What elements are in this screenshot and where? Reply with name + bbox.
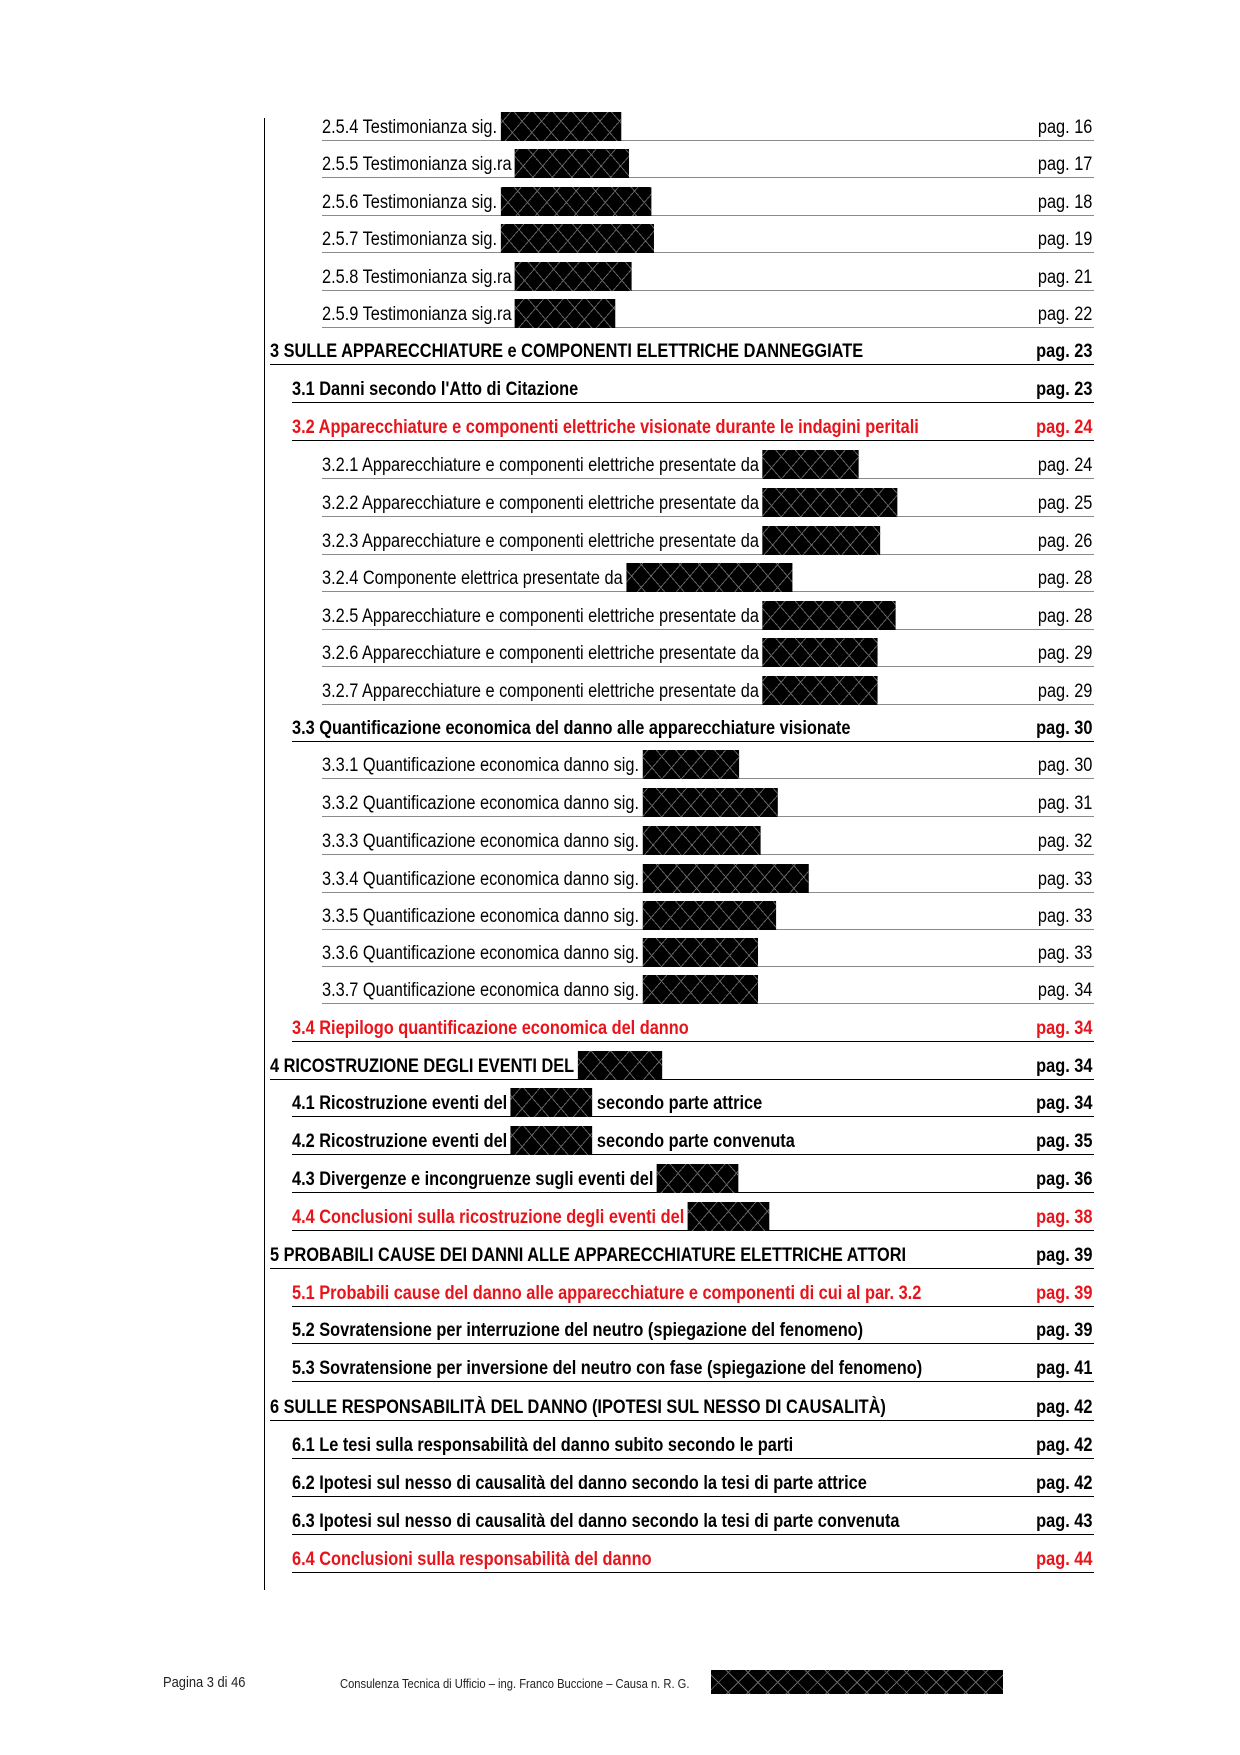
toc-row-title-suffix: secondo parte convenuta	[592, 1131, 795, 1152]
toc-row-title	[322, 638, 878, 665]
toc-row[interactable]	[322, 640, 1094, 670]
redaction-block	[762, 601, 895, 630]
toc-row-page: pag. 17	[1037, 154, 1092, 175]
toc-row-title-text: 4.1 Ricostruzione eventi del	[292, 1093, 508, 1114]
toc-row-underline	[292, 1534, 1094, 1535]
toc-row-underline	[322, 215, 1094, 216]
toc-row[interactable]	[292, 1280, 1094, 1310]
toc-row-page: pag. 41	[1035, 1358, 1092, 1379]
toc-row[interactable]	[270, 1394, 1094, 1424]
toc-row[interactable]	[322, 940, 1094, 970]
toc-row-page: pag. 25	[1037, 493, 1092, 514]
toc-row[interactable]	[292, 1355, 1094, 1385]
toc-row-title-text: 3.3.6 Quantificazione economica danno sig.	[322, 943, 640, 964]
toc-row-title	[292, 1018, 689, 1040]
redaction-block	[515, 299, 616, 328]
toc-row-underline	[292, 1572, 1094, 1573]
toc-row-page: pag. 30	[1035, 718, 1092, 739]
redaction-block	[688, 1202, 770, 1231]
redaction-block	[511, 1088, 593, 1117]
toc-row-underline	[292, 1154, 1094, 1155]
toc-row-title-text: 3.3.7 Quantificazione economica danno sig.	[322, 980, 640, 1001]
toc-row-underline	[322, 252, 1094, 253]
toc-row-title-text: 2.5.9 Testimonianza sig.ra	[322, 304, 512, 325]
toc-row-underline	[270, 1420, 1094, 1421]
toc-row-page: pag. 24	[1037, 455, 1092, 476]
toc-row-title-text: 2.5.8 Testimonianza sig.ra	[322, 267, 512, 288]
toc-row-title	[292, 1283, 921, 1305]
page-footer	[0, 1670, 1240, 1700]
toc-row-underline	[292, 1381, 1094, 1382]
toc-row[interactable]	[322, 565, 1094, 595]
toc-row-page: pag. 29	[1037, 643, 1092, 664]
footer-page-number: Pagina 3 di 46	[163, 1674, 246, 1691]
toc-row[interactable]	[322, 678, 1094, 708]
toc-row-title-text: 6.4 Conclusioni sulla responsabilità del danno	[292, 1549, 652, 1570]
redaction-block	[762, 488, 897, 517]
toc-row-title	[270, 1397, 886, 1419]
toc-row-page: pag. 28	[1037, 606, 1092, 627]
toc-row-underline	[292, 440, 1094, 441]
toc-row-underline	[270, 1079, 1094, 1080]
toc-row-title	[322, 864, 808, 891]
toc-row-underline	[292, 1458, 1094, 1459]
toc-row-underline	[292, 1041, 1094, 1042]
toc-row-title-text: 3.1 Danni secondo l'Atto di Citazione	[292, 379, 579, 400]
redaction-block	[626, 563, 792, 592]
toc-row-title-text: 5.3 Sovratensione per inversione del neutro con fase (spiegazione del fenomeno)	[292, 1358, 923, 1379]
toc-row-page: pag. 22	[1037, 304, 1092, 325]
toc-row-title	[270, 1245, 906, 1267]
toc-row-underline	[322, 516, 1094, 517]
toc-row-title	[322, 975, 758, 1002]
redaction-block	[515, 149, 629, 178]
toc-row-title-text: 3.3.4 Quantificazione economica danno sig.	[322, 869, 640, 890]
toc-row-page: pag. 34	[1037, 980, 1092, 1001]
toc-row-title	[292, 718, 850, 740]
toc-row-page: pag. 28	[1037, 568, 1092, 589]
toc-row-title	[292, 1320, 863, 1342]
toc-row-underline	[322, 704, 1094, 705]
toc-row[interactable]	[322, 828, 1094, 858]
toc-row-underline	[322, 140, 1094, 141]
toc-row-title	[322, 112, 621, 139]
toc-row-title	[270, 341, 863, 363]
toc-row-underline	[322, 290, 1094, 291]
toc-row-page: pag. 44	[1035, 1549, 1092, 1570]
toc-row-page: pag. 29	[1037, 681, 1092, 702]
toc-row[interactable]	[322, 264, 1094, 294]
toc-row-title-text: 6.3 Ipotesi sul nesso di causalità del danno secondo la tesi di parte convenuta	[292, 1511, 900, 1532]
toc-row-title-text: 3.3.5 Quantificazione economica danno sig.	[322, 906, 640, 927]
toc-row-title	[292, 1435, 793, 1457]
toc-row-page: pag. 42	[1035, 1473, 1092, 1494]
redaction-block	[642, 938, 757, 967]
redaction-block	[642, 826, 760, 855]
toc-row[interactable]	[292, 1128, 1094, 1158]
toc-row-title-text: 3.2.5 Apparecchiature e componenti elettriche presentate da	[322, 606, 759, 627]
toc-row[interactable]	[292, 1090, 1094, 1120]
toc-row-title	[322, 938, 758, 965]
toc-row-title	[292, 1088, 762, 1115]
toc-row-page: pag. 42	[1035, 1397, 1092, 1418]
toc-row[interactable]	[322, 752, 1094, 782]
toc-row-title	[270, 1051, 662, 1078]
toc-row-page: pag. 42	[1035, 1435, 1092, 1456]
toc-row-title-text: 3 SULLE APPARECCHIATURE e COMPONENTI ELETTRICHE DANNEGGIATE	[270, 341, 864, 362]
redaction-block	[642, 750, 738, 779]
toc-row-title	[292, 417, 919, 439]
toc-row-title	[322, 187, 651, 214]
toc-row-title-text: 4.4 Conclusioni sulla ricostruzione degli eventi del	[292, 1207, 685, 1228]
toc-row[interactable]	[292, 414, 1094, 444]
toc-row-title-text: 3.2 Apparecchiature e componenti elettriche visionate durante le indagini peritali	[292, 417, 919, 438]
toc-row-underline	[322, 478, 1094, 479]
toc-row-title	[322, 224, 654, 251]
toc-row-title-text: 3.3 Quantificazione economica del danno alle apparecchiature visionate	[292, 718, 851, 739]
toc-row-title-text: 5.1 Probabili cause del danno alle apparecchiature e componenti di cui al par. 3.2	[292, 1283, 922, 1304]
toc-row-title	[292, 1358, 922, 1380]
toc-row[interactable]	[322, 528, 1094, 558]
toc-row-title	[322, 601, 896, 628]
toc-row[interactable]	[322, 790, 1094, 820]
toc-row-title-text: 6.2 Ipotesi sul nesso di causalità del danno secondo la tesi di parte attrice	[292, 1473, 867, 1494]
toc-row-title	[322, 901, 776, 928]
toc-row-title-text: 5.2 Sovratensione per interruzione del neutro (spiegazione del fenomeno)	[292, 1320, 864, 1341]
toc-row[interactable]	[270, 1242, 1094, 1272]
toc-row[interactable]	[292, 1470, 1094, 1500]
toc-row-page: pag. 21	[1037, 267, 1092, 288]
toc-row-title-text: 3.2.4 Componente elettrica presentate da	[322, 568, 623, 589]
toc-row-page: pag. 33	[1037, 869, 1092, 890]
redaction-block	[657, 1164, 739, 1193]
toc-row-underline	[292, 1343, 1094, 1344]
toc-row-title-text: 2.5.7 Testimonianza sig.	[322, 229, 498, 250]
toc-row-title-text: 4.2 Ricostruzione eventi del	[292, 1131, 508, 1152]
redaction-block	[762, 676, 877, 705]
redaction-block	[642, 864, 808, 893]
toc-row-title	[292, 1511, 899, 1533]
toc-row[interactable]	[292, 1508, 1094, 1538]
toc-row-page: pag. 23	[1035, 341, 1092, 362]
toc-row-title-text: 6.1 Le tesi sulla responsabilità del danno subito secondo le parti	[292, 1435, 794, 1456]
toc-row-title	[322, 526, 880, 553]
toc-row-title	[322, 149, 629, 176]
redaction-block	[642, 975, 757, 1004]
toc-row-underline	[322, 666, 1094, 667]
toc-row-title-text: 4 RICOSTRUZIONE DEGLI EVENTI DEL	[270, 1056, 575, 1077]
toc-row[interactable]	[270, 1053, 1094, 1083]
toc-row-title	[322, 299, 616, 326]
toc-row-title	[292, 1549, 652, 1571]
toc-row-page: pag. 31	[1037, 793, 1092, 814]
toc-row-page: pag. 38	[1035, 1207, 1092, 1228]
redaction-block	[500, 112, 620, 141]
toc-row[interactable]	[322, 189, 1094, 219]
toc-row[interactable]	[322, 114, 1094, 144]
redaction-block	[500, 224, 653, 253]
toc-row[interactable]	[322, 603, 1094, 633]
toc-row-title-text: 3.2.1 Apparecchiature e componenti elettriche presentate da	[322, 455, 759, 476]
toc-row[interactable]	[322, 452, 1094, 482]
toc-row[interactable]	[322, 977, 1094, 1007]
toc-row-page: pag. 19	[1037, 229, 1092, 250]
redaction-block	[578, 1051, 662, 1080]
toc-row[interactable]	[292, 1166, 1094, 1196]
toc-row-title	[292, 1126, 795, 1153]
toc-row-title-text: 5 PROBABILI CAUSE DEI DANNI ALLE APPARECCHIATURE ELETTRICHE ATTORI	[270, 1245, 907, 1266]
toc-row-page: pag. 34	[1035, 1018, 1092, 1039]
toc-row-underline	[292, 1306, 1094, 1307]
toc-row-underline	[322, 327, 1094, 328]
redaction-block	[642, 788, 777, 817]
toc-row-title	[322, 750, 739, 777]
toc-row[interactable]	[292, 1204, 1094, 1234]
toc-row[interactable]	[292, 1546, 1094, 1576]
toc-row-title-suffix: secondo parte attrice	[592, 1093, 763, 1114]
toc-row-underline	[322, 554, 1094, 555]
redaction-block	[642, 901, 775, 930]
toc-row-underline	[270, 1268, 1094, 1269]
toc-row[interactable]	[322, 490, 1094, 520]
toc-row-page: pag. 35	[1035, 1131, 1092, 1152]
toc-row-title	[322, 488, 897, 515]
toc-row-underline	[322, 629, 1094, 630]
redaction-block	[500, 187, 651, 216]
toc-row-title-text: 3.2.7 Apparecchiature e componenti elettriche presentate da	[322, 681, 759, 702]
toc-row-title	[322, 262, 632, 289]
toc-row-page: pag. 34	[1035, 1056, 1092, 1077]
toc-row-underline	[322, 177, 1094, 178]
toc-row-page: pag. 23	[1035, 379, 1092, 400]
toc-row-page: pag. 30	[1037, 755, 1092, 776]
footer-redaction	[711, 1670, 1003, 1694]
toc-row[interactable]	[292, 1432, 1094, 1462]
redaction-block	[515, 262, 632, 291]
redaction-block	[762, 526, 880, 555]
toc-row-title	[292, 1164, 739, 1191]
toc-row-title-text: 6 SULLE RESPONSABILITÀ DEL DANNO (IPOTESI SUL NESSO DI CAUSALITÀ)	[270, 1397, 886, 1418]
toc-row[interactable]	[322, 151, 1094, 181]
toc-row-page: pag. 16	[1037, 117, 1092, 138]
toc-row[interactable]	[322, 226, 1094, 256]
toc-row-title	[292, 1473, 867, 1495]
toc-row-title-text: 3.2.2 Apparecchiature e componenti elettriche presentate da	[322, 493, 759, 514]
toc-row-title-text: 3.2.3 Apparecchiature e componenti elettriche presentate da	[322, 531, 759, 552]
toc-row-title-text: 2.5.6 Testimonianza sig.	[322, 192, 498, 213]
toc-row[interactable]	[292, 715, 1094, 745]
toc-row[interactable]	[292, 376, 1094, 406]
toc-row-page: pag. 39	[1035, 1245, 1092, 1266]
toc-row-underline	[292, 402, 1094, 403]
toc-row-title	[322, 788, 777, 815]
toc-row-page: pag. 39	[1035, 1320, 1092, 1341]
toc-row-title-text: 2.5.4 Testimonianza sig.	[322, 117, 498, 138]
toc-row-title	[322, 826, 760, 853]
toc-row-underline	[270, 364, 1094, 365]
toc-row-title	[322, 563, 792, 590]
toc-row-page: pag. 33	[1037, 906, 1092, 927]
redaction-block	[762, 638, 877, 667]
toc-row-title-text: 4.3 Divergenze e incongruenze sugli eventi del	[292, 1169, 654, 1190]
toc-row-underline	[292, 1116, 1094, 1117]
redaction-block	[762, 450, 858, 479]
toc-row[interactable]	[270, 338, 1094, 368]
toc-row[interactable]	[292, 1317, 1094, 1347]
toc-row-title	[322, 450, 859, 477]
toc-row-page: pag. 36	[1035, 1169, 1092, 1190]
toc-row-underline	[292, 741, 1094, 742]
toc-row[interactable]	[322, 301, 1094, 331]
toc-row-page: pag. 43	[1035, 1511, 1092, 1532]
toc-row-title	[292, 379, 578, 401]
toc-row[interactable]	[322, 866, 1094, 896]
toc-row-page: pag. 18	[1037, 192, 1092, 213]
redaction-block	[511, 1126, 593, 1155]
footer-reference: Consulenza Tecnica di Ufficio – ing. Franco Buccione – Causa n. R. G.	[340, 1676, 690, 1691]
toc-row-underline	[292, 1496, 1094, 1497]
toc-row-page: pag. 24	[1035, 417, 1092, 438]
toc-row-page: pag. 39	[1035, 1283, 1092, 1304]
toc-row-title-text: 3.3.1 Quantificazione economica danno sig.	[322, 755, 640, 776]
toc-row-page: pag. 33	[1037, 943, 1092, 964]
toc-row-title-text: 3.3.2 Quantificazione economica danno sig.	[322, 793, 640, 814]
toc-row[interactable]	[322, 903, 1094, 933]
toc-row-title-text: 3.2.6 Apparecchiature e componenti elettriche presentate da	[322, 643, 759, 664]
toc-row-title	[322, 676, 878, 703]
toc-row-page: pag. 26	[1037, 531, 1092, 552]
toc-row-title-text: 3.4 Riepilogo quantificazione economica del danno	[292, 1018, 689, 1039]
toc-row-page: pag. 34	[1035, 1093, 1092, 1114]
toc-row-title-text: 2.5.5 Testimonianza sig.ra	[322, 154, 512, 175]
toc-row-title-text: 3.3.3 Quantificazione economica danno sig.	[322, 831, 640, 852]
toc-row-title	[292, 1202, 769, 1229]
toc-row-page: pag. 32	[1037, 831, 1092, 852]
toc-row[interactable]	[292, 1015, 1094, 1045]
